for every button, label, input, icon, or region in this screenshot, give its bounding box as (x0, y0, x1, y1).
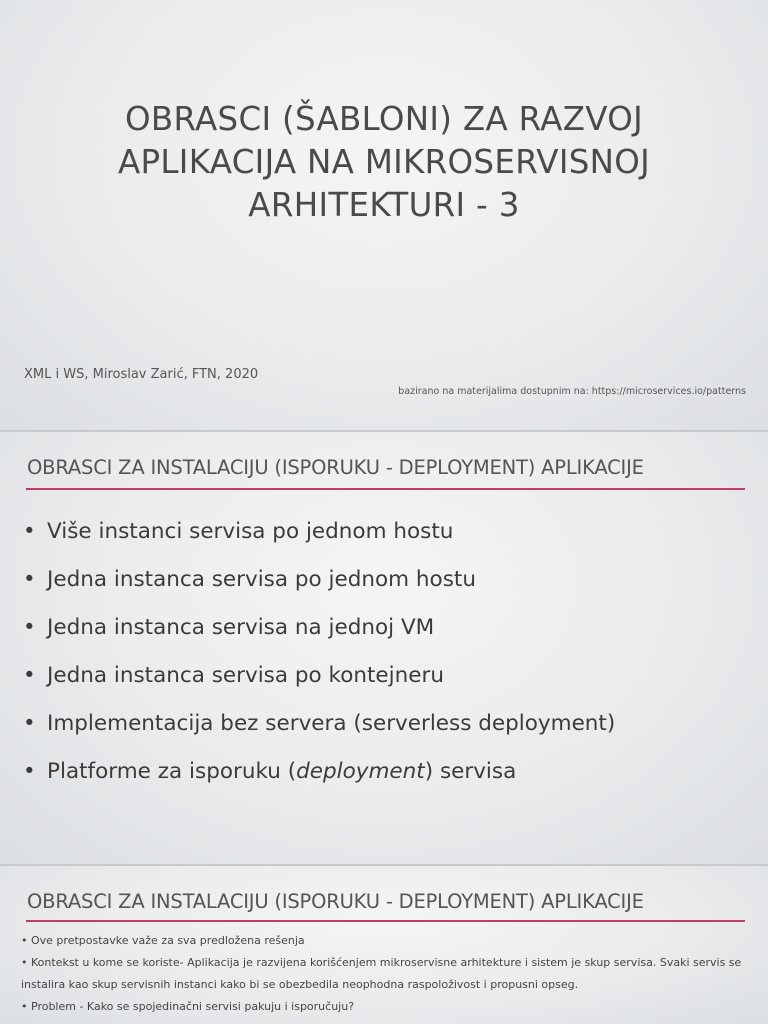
bullet-text: Kontekst u kome se koriste- Aplikacija je razvijena korišćenjem mikroservisne arhitekture i sistem je skup servisa. Svaki servis se instalira kao skup servisnih instanci kako bi se obezbedila neophodna raspoloživost i propusni opseg. (21, 956, 742, 991)
slide-heading: OBRASCI ZA INSTALACIJU (ISPORUKU - DEPLOYMENT) APLIKACIJE (27, 890, 644, 913)
bullet-text: Ove pretpostavke važe za sva predložena rešenja (31, 934, 305, 947)
heading-rule (26, 488, 745, 490)
list-item: • Jedna instanca servisa po jednom hostu (23, 567, 476, 592)
deployment-patterns-slide (0, 432, 768, 864)
slide-title-line-2: APLIKACIJA NA MIKROSERVISNOJ (117, 143, 651, 181)
bullet-text: Jedna instanca servisa po jednom hostu (47, 567, 476, 592)
bullet-emphasis: deployment (296, 759, 425, 784)
heading-rule (26, 920, 745, 922)
list-item: • Ove pretpostavke važe za sva predložena rešenja (21, 934, 305, 947)
slide-title (0, 98, 768, 227)
bullet-text-prefix: Platforme za isporuku ( (47, 759, 297, 784)
deployment-context-slide (0, 866, 768, 1024)
list-item: • Problem - Kako se spojedinačni servisi pakuju i isporučuju? (21, 1000, 355, 1013)
bullet-text: Jedna instanca servisa po kontejneru (47, 663, 444, 688)
list-item: • Kontekst u kome se koriste- Aplikacija je razvijena korišćenjem mikroservisne arhitekture i sistem je skup servisa. Svaki servis se instalira kao skup servisnih instanci kako bi se obezbedila neophodna raspoloživost i propusni opseg. (21, 956, 742, 991)
list-item: • Platforme za isporuku (deployment) servisa (23, 759, 517, 784)
slide-title-line-1: OBRASCI (ŠABLONI) ZA RAZVOJ (124, 100, 643, 138)
bullet-text-suffix: ) servisa (424, 759, 517, 784)
list-item: • Implementacija bez servera (serverless deployment) (23, 711, 616, 736)
bullet-text: Više instanci servisa po jednom hostu (47, 519, 454, 544)
list-item: • Više instanci servisa po jednom hostu (23, 519, 454, 544)
bullet-text: Problem - Kako se spojedinačni servisi pakuju i isporučuju? (31, 1000, 355, 1013)
bullet-list (21, 930, 751, 1018)
source-note: bazirano na materijalima dostupnim na: https://microservices.io/patterns (398, 386, 746, 397)
slide-heading: OBRASCI ZA INSTALACIJU (ISPORUKU - DEPLOYMENT) APLIKACIJE (27, 456, 644, 479)
bullet-text: Jedna instanca servisa na jednoj VM (47, 615, 435, 640)
list-item: • Jedna instanca servisa po kontejneru (23, 663, 444, 688)
bullet-list (23, 516, 615, 804)
author-line: XML i WS, Miroslav Zarić, FTN, 2020 (24, 367, 259, 382)
slide-title-line-3: ARHITEKTURI - 3 (248, 186, 520, 224)
title-slide (0, 0, 768, 432)
bullet-text: Implementacija bez servera (serverless deployment) (47, 711, 616, 736)
list-item: • Jedna instanca servisa na jednoj VM (23, 615, 435, 640)
